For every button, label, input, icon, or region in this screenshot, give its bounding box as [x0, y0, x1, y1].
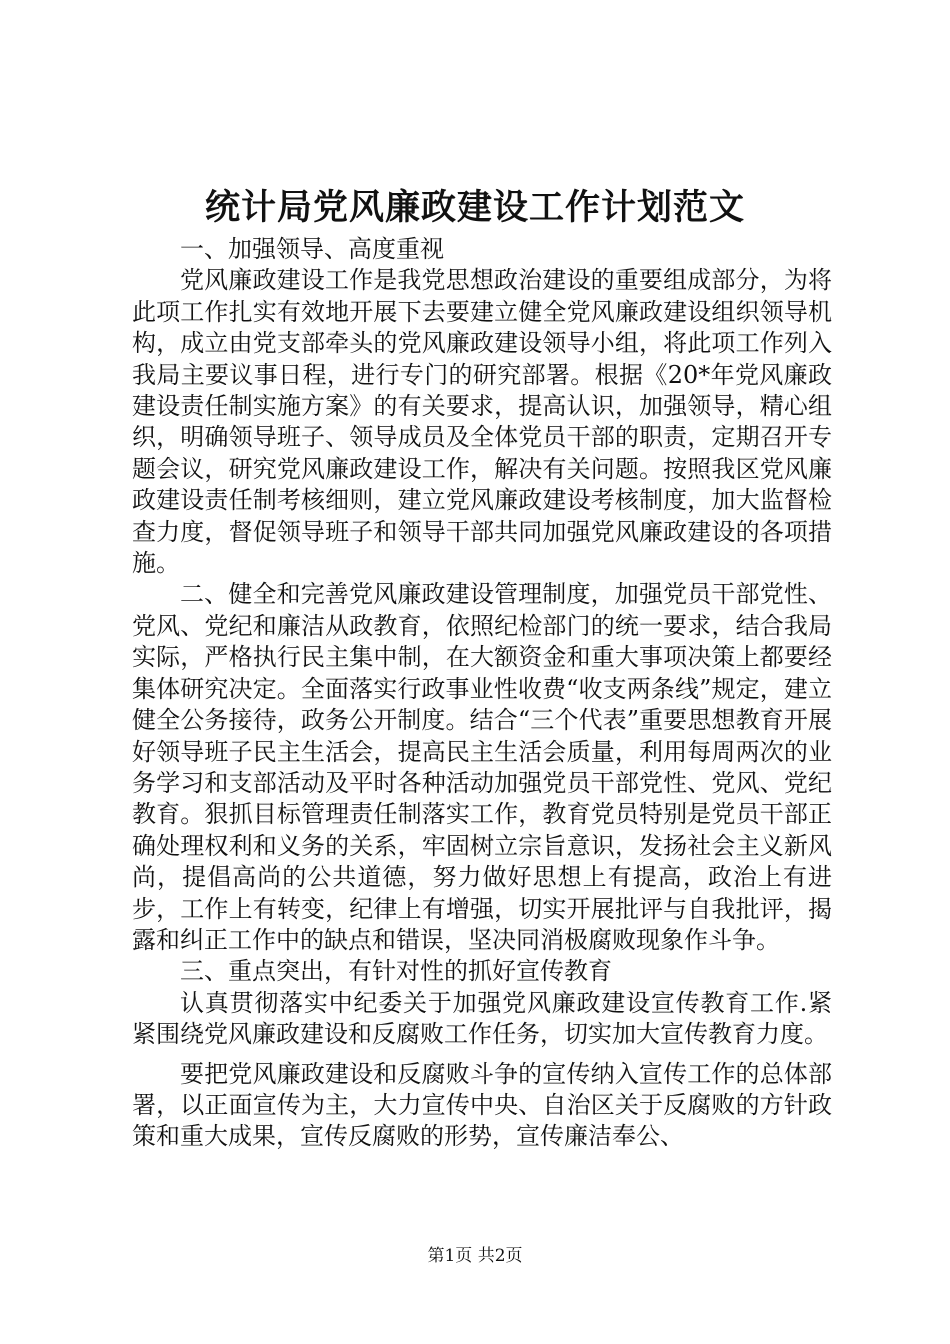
paragraph-4: 要把党风廉政建设和反腐败斗争的宣传纳入宣传工作的总体部署，以正面宣传为主，大力宣传中央、自治区关于反腐败的方针政策和重大成果，宣传反腐败的形势，宣传廉洁奉公、 [132, 1059, 832, 1151]
section-heading-1: 一、加强领导、高度重视 [180, 235, 444, 263]
document-title: 统计局党风廉政建设工作计划范文 [204, 187, 745, 228]
paragraph-2: 二、健全和完善党风廉政建设管理制度，加强党员干部党性、党风、党纪和廉洁从政教育，依照纪检部门的统一要求，结合我局实际，严格执行民主集中制，在大额资金和重大事项决策上都要经集体研究决定。全面落实行政事业性收费“收支两条线”规定，建立健全公务接待，政务公开制度。结合“三个代表”重要思想教育开展好领导班子民主生活会，提高民主生活会质量，利用每周两次的业务学习和支部活动及平时各种活动加强党员干部党性、党风、党纪教育。狠抓目标管理责任制落实工作，教育党员特别是党员干部正确处理权利和义务的关系，牢固树立宗旨意识，发扬社会主义新风尚，提倡高尚的公共道德，努力做好思想上有提高，政治上有进步，工作上有转变，纪律上有增强，切实开展批评与自我批评，揭露和纠正工作中的缺点和错误，坚决同消极腐败现象作斗争。 [132, 580, 832, 954]
paragraph-3: 认真贯彻落实中纪委关于加强党风廉政建设宣传教育工作.紧紧围绕党风廉政建设和反腐败工作任务，切实加大宣传教育力度。 [132, 988, 832, 1049]
page-footer: 第1页 共2页 [427, 1246, 523, 1266]
document-body [132, 234, 832, 1153]
section-heading-3: 三、重点突出，有针对性的抓好宣传教育 [180, 957, 612, 986]
paragraph-1: 党风廉政建设工作是我党思想政治建设的重要组成部分，为将此项工作扎实有效地开展下去要建立健全党风廉政建设组织领导机构，成立由党支部牵头的党风廉政建设领导小组，将此项工作列入我局主要议事日程，进行专门的研究部署。根据《20*年党风廉政建设责任制实施方案》的有关要求，提高认识，加强领导，精心组织，明确领导班子、领导成员及全体党员干部的职责，定期召开专题会议，研究党风廉政建设工作，解决有关问题。按照我区党风廉政建设责任制考核细则，建立党风廉政建设考核制度，加大监督检查力度，督促领导班子和领导干部共同加强党风廉政建设的各项措施。 [132, 266, 832, 578]
